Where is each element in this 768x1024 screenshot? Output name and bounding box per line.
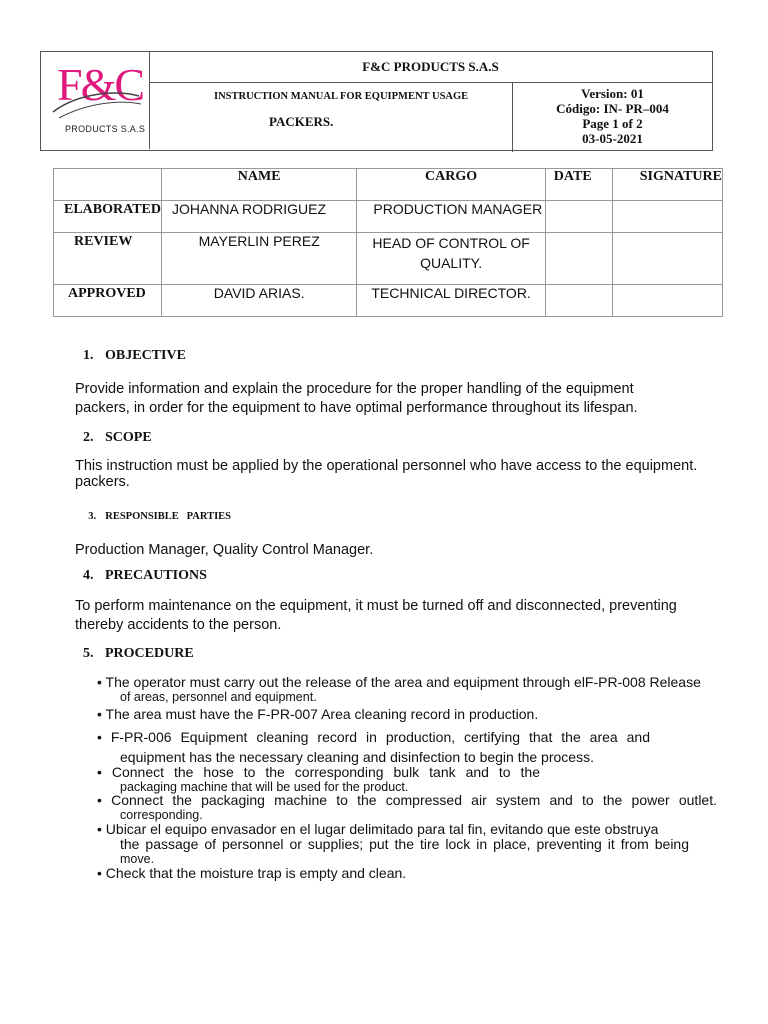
name-cell: JOHANNA RODRIGUEZ bbox=[161, 201, 356, 233]
section-number: 1. bbox=[83, 348, 94, 363]
cargo-cell: HEAD OF CONTROL OF QUALITY. bbox=[357, 233, 545, 285]
approval-header-row bbox=[54, 169, 723, 201]
step-text: • Connect the packaging machine to the compressed air system and to the power outlet. bbox=[97, 792, 717, 808]
section-heading-scope bbox=[83, 430, 152, 446]
step-text: • Check that the moisture trap is empty and clean. bbox=[97, 865, 407, 881]
step-text: • The area must have the F-PR-007 Area cleaning record in production. bbox=[97, 706, 539, 722]
signature-cell bbox=[612, 233, 722, 285]
company-name: F&C PRODUCTS S.A.S bbox=[149, 52, 712, 83]
signature-cell bbox=[612, 201, 722, 233]
section-heading-precautions bbox=[83, 568, 207, 584]
cargo-cell: TECHNICAL DIRECTOR. bbox=[357, 285, 545, 317]
section-number: 2. bbox=[83, 430, 94, 445]
page-number: Page 1 of 2 bbox=[582, 116, 643, 131]
date-cell bbox=[545, 233, 612, 285]
section-heading-procedure bbox=[83, 646, 194, 662]
name-cell: DAVID ARIAS. bbox=[161, 285, 356, 317]
company-logo bbox=[41, 52, 150, 149]
logo-subtitle: PRODUCTS S.A.S bbox=[65, 124, 146, 134]
role-cell: REVIEW bbox=[54, 233, 162, 285]
logo-swoosh-icon bbox=[49, 82, 144, 122]
role-cell: ELABORATED bbox=[54, 201, 162, 233]
document-title-cell bbox=[149, 83, 512, 149]
step-continuation: of areas, personnel and equipment. bbox=[120, 690, 317, 704]
document-subject: PACKERS. bbox=[269, 114, 334, 129]
header-cell-role bbox=[54, 169, 162, 201]
scope-text: This instruction must be applied by the operational personnel who have access to the equipment. packers. bbox=[75, 458, 698, 490]
step-text: • The operator must carry out the release of the area and equipment through elF-PR-008 Release bbox=[97, 674, 701, 690]
date-cell bbox=[545, 285, 612, 317]
document-code: Código: IN- PR–004 bbox=[556, 101, 669, 116]
table-row bbox=[54, 285, 723, 317]
step-continuation: corresponding. bbox=[120, 808, 203, 822]
table-row bbox=[54, 201, 723, 233]
version-label: Version: 01 bbox=[581, 86, 644, 101]
approval-table bbox=[53, 168, 723, 317]
step-text: • F-PR-006 Equipment cleaning record in production, certifying that the area and bbox=[97, 729, 650, 745]
document-title: INSTRUCTION MANUAL FOR EQUIPMENT USAGE bbox=[214, 91, 469, 102]
logo-mark: F&C bbox=[57, 59, 144, 110]
section-title: SCOPE bbox=[105, 430, 152, 445]
version-cell bbox=[512, 83, 712, 152]
section-heading-objective bbox=[83, 348, 186, 364]
step-continuation: equipment has the necessary cleaning and disinfection to begin the process. bbox=[120, 749, 594, 765]
role-cell: APPROVED bbox=[54, 285, 162, 317]
table-row bbox=[54, 233, 723, 285]
section-title: OBJECTIVE bbox=[105, 348, 186, 363]
procedure-step bbox=[97, 866, 719, 881]
section-title: PRECAUTIONS bbox=[105, 568, 207, 583]
header-cell-name: NAME bbox=[161, 169, 356, 201]
signature-cell bbox=[612, 285, 722, 317]
document-header bbox=[40, 51, 713, 151]
objective-text: Provide information and explain the procedure for the proper handling of the equipment packers, in order for the equipment to have optimal performance throughout its lifespan. bbox=[75, 381, 638, 416]
section-heading-responsible bbox=[83, 500, 231, 522]
header-cell-cargo: CARGO bbox=[357, 169, 545, 201]
name-cell: MAYERLIN PEREZ bbox=[161, 233, 356, 285]
document-date: 03-05-2021 bbox=[582, 131, 643, 146]
procedure-step bbox=[97, 675, 719, 705]
step-text: • Ubicar el equipo envasador en el lugar delimitado para tal fin, evitando que este obstruya bbox=[97, 821, 659, 837]
procedure-step bbox=[97, 793, 719, 823]
section-title: RESPONSIBLE PARTIES bbox=[105, 511, 232, 522]
section-title: PROCEDURE bbox=[105, 646, 194, 661]
step-text: • Connect the hose to the corresponding bulk tank and to the bbox=[97, 764, 540, 780]
precautions-text: To perform maintenance on the equipment, it must be turned off and disconnected, preventing thereby accidents to the person. bbox=[75, 598, 677, 633]
step-continuation: the passage of personnel or supplies; put the tire lock in place, preventing it from being bbox=[120, 836, 689, 852]
section-number: 3. bbox=[88, 511, 97, 522]
procedure-step bbox=[97, 765, 719, 795]
cargo-cell: PRODUCTION MANAGER bbox=[357, 201, 545, 233]
header-cell-signature: SIGNATURE bbox=[612, 169, 722, 201]
procedure-step bbox=[97, 727, 719, 767]
procedure-step bbox=[97, 707, 719, 722]
responsible-text: Production Manager, Quality Control Manager. bbox=[75, 542, 374, 558]
step-continuation: packaging machine that will be used for the product. bbox=[120, 780, 409, 794]
section-number: 5. bbox=[83, 646, 94, 661]
date-cell bbox=[545, 201, 612, 233]
section-number: 4. bbox=[83, 568, 94, 583]
procedure-step bbox=[97, 822, 719, 867]
step-continuation: move. bbox=[120, 852, 155, 866]
header-cell-date: DATE bbox=[545, 169, 612, 201]
